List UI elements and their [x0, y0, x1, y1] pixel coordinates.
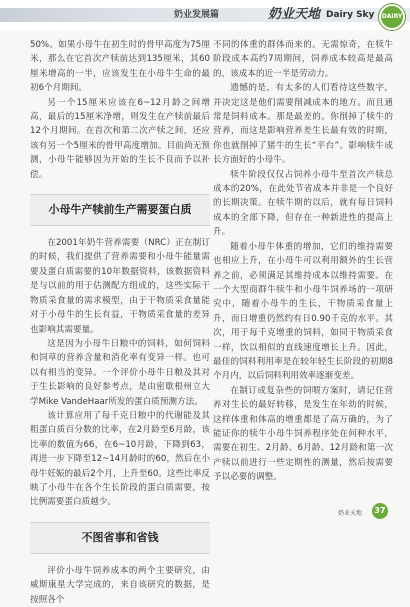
paragraph: 该计算应用了每千克日粮中的代谢能及其粗蛋白质百分数的比率，在2月龄至6月龄，该比率的数值为66，在6~10月龄，下降到63，再进一步下降至12~14月龄时的60，然后在小母牛妊娠的最后2个月，上升至60。这些比率反映了小母牛在各个生长阶段的蛋白质需要，按比例需要蛋白质越少。: [30, 410, 210, 508]
section-heading-protein: [30, 194, 210, 226]
paragraph: 犊牛阶段仅仅占饲养小母牛至首次产犊总成本的20%，在此处节省成本并非是一个良好的长期决策。在犊牛期的以后，就有每日饲料成本的全部下降，但存在一种新进性的提高上升。: [213, 169, 393, 238]
paragraph: 50%。如果小母牛在初生时的骨甲高度为75厘米，那么在它首次产犊前达到135厘米，其60厘米增高的一半，应该发生在小母牛生命的最初6个月期间。: [30, 40, 210, 94]
paragraph: 在2001年奶牛营养需要（NRC）正在制订的时候，我们提供了营养需要和小母牛能量需要及蛋白质需要的10年数据资料，该数据资料是与以前的用于估测配方组成的，这些实际干物质采食量的需求模型，由于干物质采食量能对于小母牛的生长有益，干物质采食量的差异也影响其需要量。: [30, 238, 210, 335]
paragraph: 遗憾的是，有太多的人们看待这些数字，并决定这是他们需要削减成本的地方。而且通常是饲料成本。那是最差的。你削掉了犊牛的营养，而这是影响营养差生长最有效的时期，你也就削掉了猪牛的生长“平台”。影响犊牛成长方面好的小母牛。: [213, 83, 393, 166]
page-number: 37: [372, 503, 388, 519]
footer-magazine-name: 奶业天地: [338, 510, 363, 517]
page-header: [0, 0, 410, 30]
paragraph: 另一个15厘米应该在6~12月龄之间增高，最后的15厘米净增，则发生在产犊前最后12个月期间。在首次和第二次产犊之间，还应该有另一个5厘米的骨甲高度增加。目前尚无预测，小母牛能够因为开始的生长不良而予以补偿。: [30, 97, 210, 180]
section-heading-text: 不图省事和省钱: [81, 530, 159, 544]
paragraph: 这是因为小母牛日粮中的饲料，如何饲料和饲草的营养含量和消化率有变异一样。也可以有相当的变异。一个评价小母牛日粮及其对于生长影响的良好参考点，是由密歇根州立大学Mike VandeHaar所发的蛋白质预测方法。: [30, 338, 210, 407]
section-name: 奶业发展篇: [174, 10, 220, 20]
magazine-title-cn: 奶业天地: [268, 7, 321, 22]
section-heading-cost: [30, 522, 210, 554]
paragraph: 不同的体重的群体而来的。无需惊奇，在犊牛阶段成本高约7周期间，饲养成本较高是最高的，该成本的近一半是劳动力。: [213, 40, 393, 79]
paragraph: 随着小母牛体重的增加，它们的维持需要也相应上升，在小母牛可以利用额外的生长营养之前，必须满足其维持成本以维持需要。在一个大型商群牛犊牛和小母牛饲养场的一项研究中，随着小母牛的生长，干物质采食量上升，而日增重仍然约有日0.90千克的水平。其次，用于每千克增重的饲料，如同干物质采食一样，饮以相似的直线速度增长上升。因此，最佳的饲料利用率是在较年轻生长阶段的初期8个月内，以后饲料利用效率逐渐变差。: [213, 241, 393, 382]
magazine-logo-badge: DAIRY: [379, 4, 405, 30]
magazine-title-en: Dairy Sky: [326, 10, 375, 20]
paragraph: 在制订成复杂些的饲喂方案时，请记住营养对生长的最好转移，是发生在年幼的时候，这样体重和体高的增重都是了高万确的，为了能证你的犊牛小母牛饲养程序处在何种水平，需要在初生、2月龄、6月龄、12月龄和第一次产犊以前进行一些定期性的测量，然后按需要予以必要的调整。: [213, 385, 393, 483]
paragraph: 评价小母牛饲养成本的两个主要研究，由威斯康星大学完成的，来自该研究的数据，是按照各个: [30, 565, 210, 605]
left-column: [30, 38, 210, 607]
section-heading-text: 小母牛产犊前生产需要蛋白质: [48, 203, 192, 217]
right-column: [213, 38, 393, 485]
